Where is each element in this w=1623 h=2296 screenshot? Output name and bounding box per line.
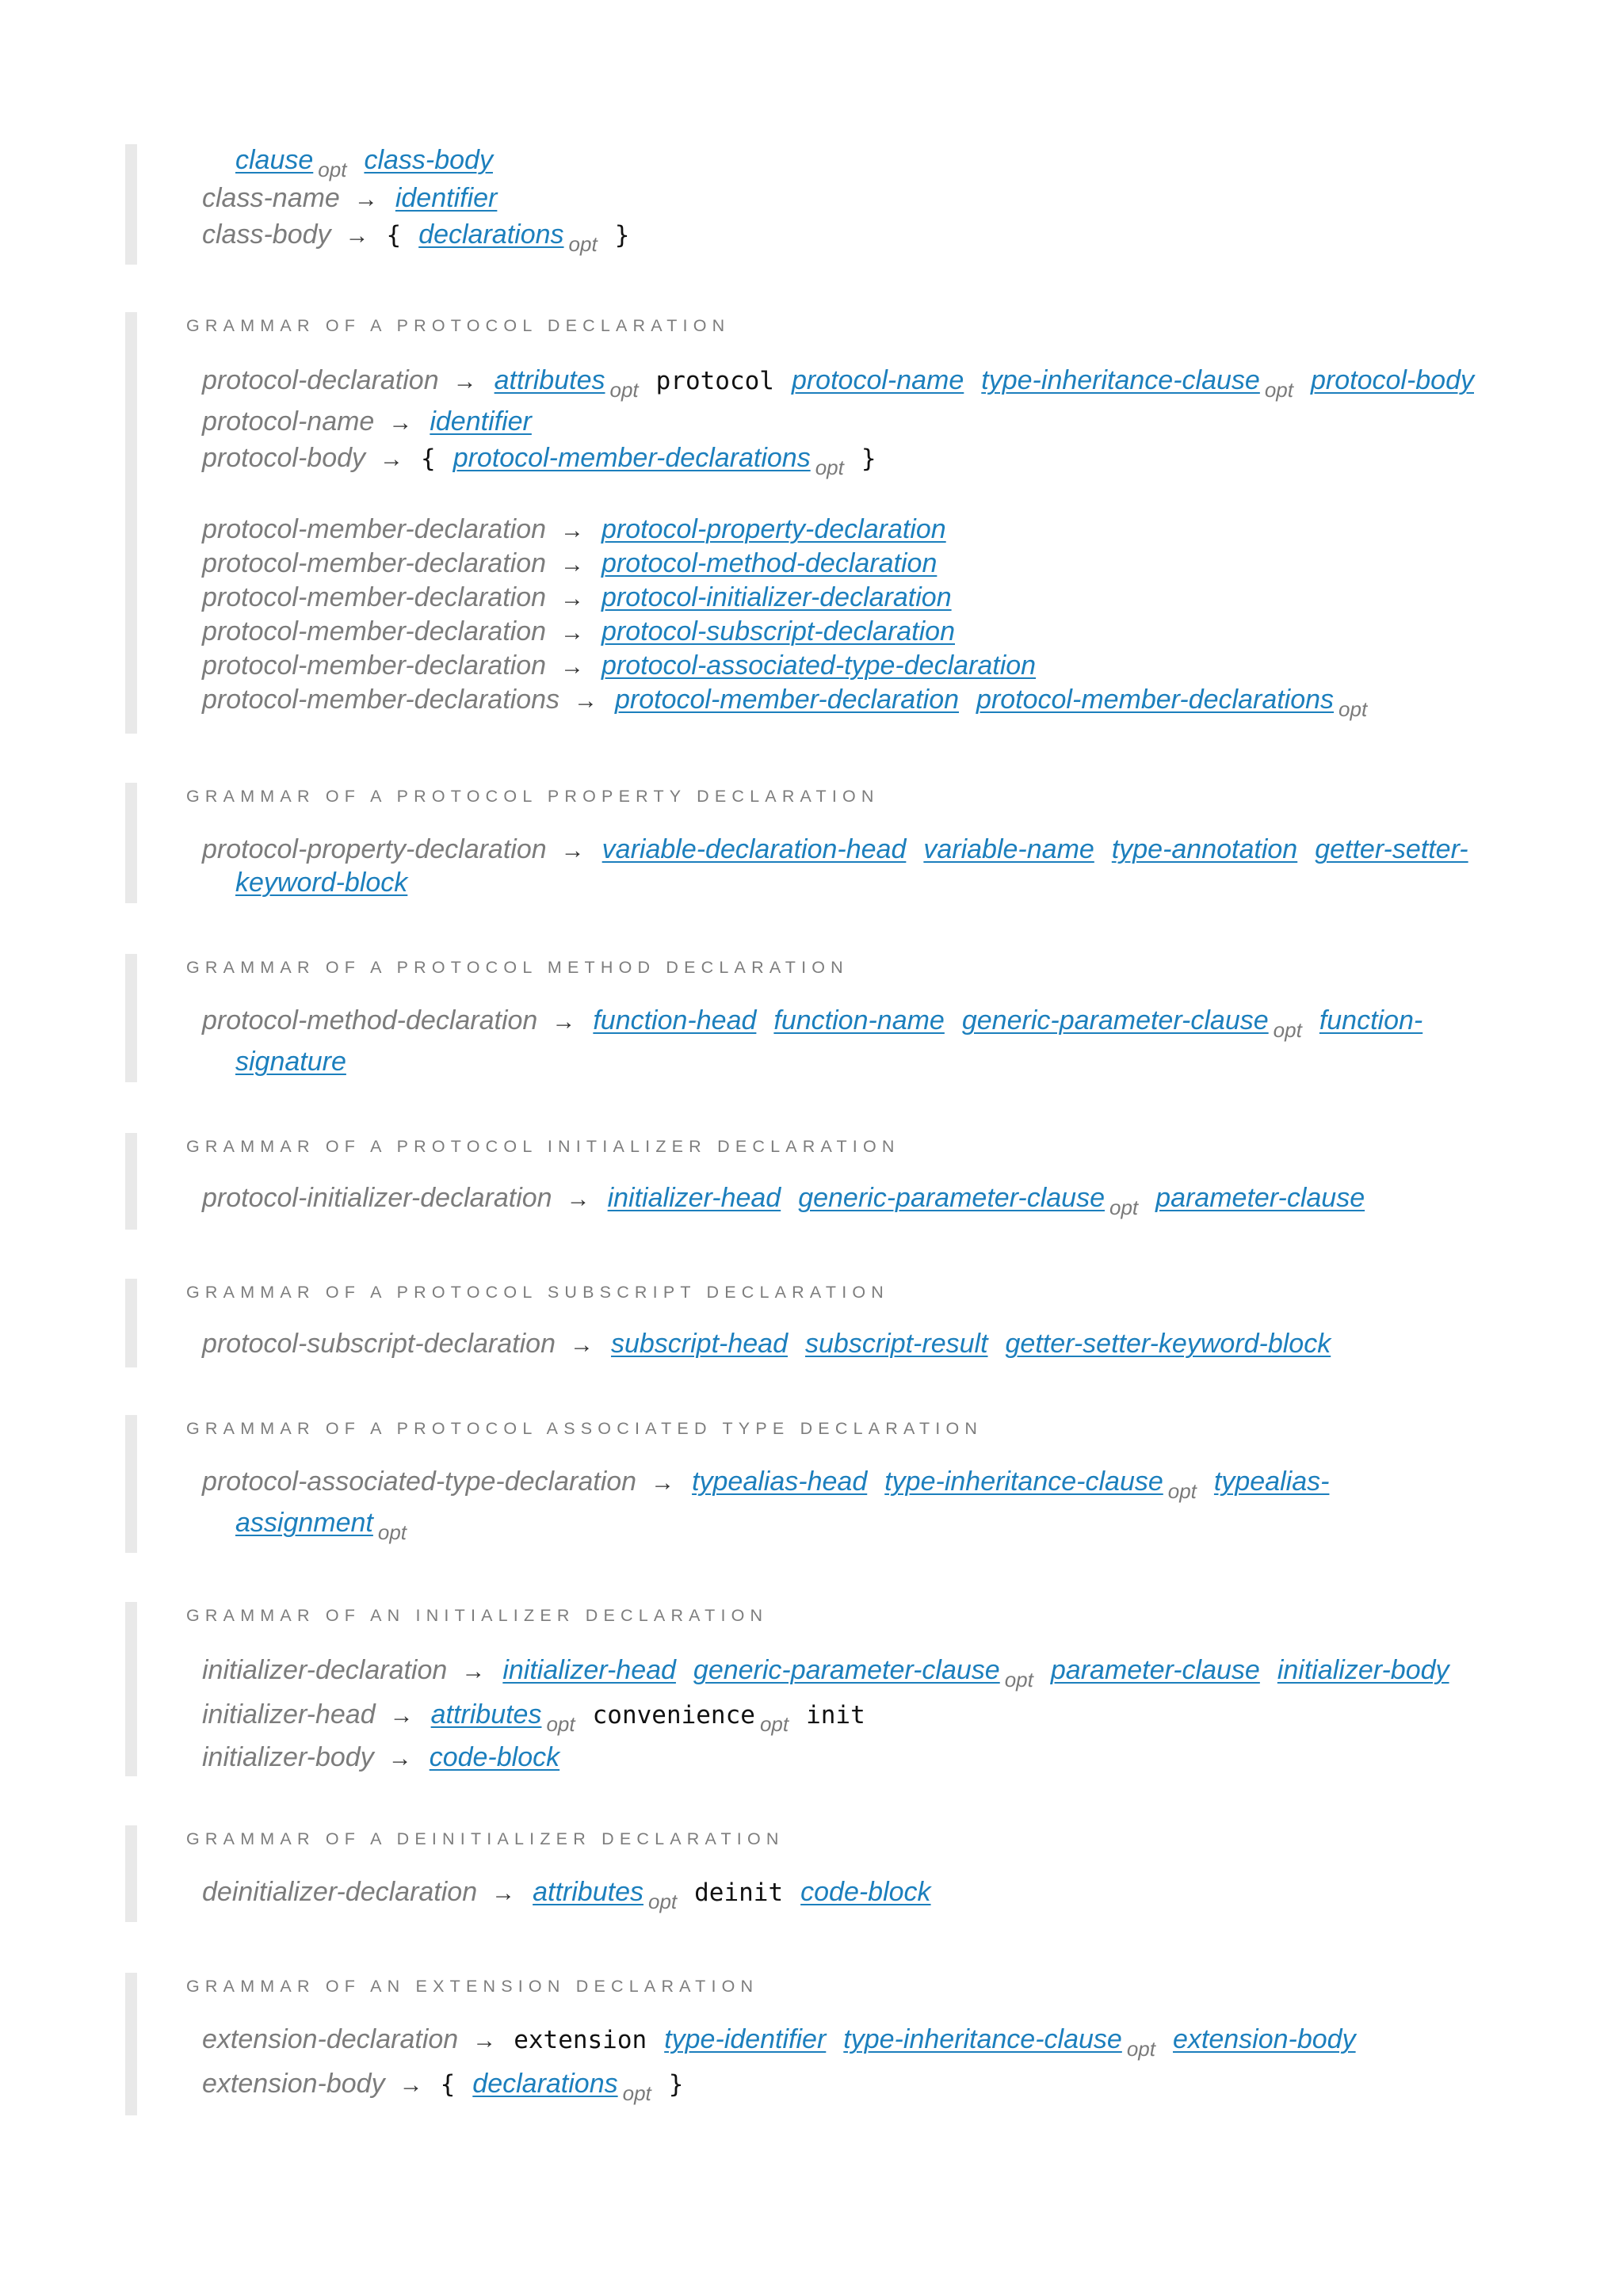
link-type-inheritance-clause[interactable]: type-inheritance-clause [884,1466,1163,1497]
rule-continuation [235,867,425,898]
optional-marker: opt [1167,1479,1197,1503]
link-protocol-body[interactable]: protocol-body [1310,365,1474,395]
protocol-member-rule [202,513,964,547]
optional-marker: opt [609,378,639,402]
arrow-icon: → [399,2072,423,2098]
protocol-subscript-grammar [125,1279,1611,1367]
optional-marker: opt [1126,2037,1155,2061]
rule-lhs: protocol-body [202,443,366,473]
section-title: GRAMMAR OF A PROTOCOL DECLARATION [186,316,731,335]
class-body-rule [202,219,647,256]
arrow-icon: → [453,368,477,395]
link-variable-declaration-head[interactable]: variable-declaration-head [601,834,907,864]
link-class-body[interactable]: class-body [364,145,493,175]
link-identifier[interactable]: identifier [430,406,532,437]
link-attributes[interactable]: attributes [430,1699,542,1730]
link-type-identifier[interactable]: type-identifier [664,2024,827,2054]
section-title: GRAMMAR OF A PROTOCOL METHOD DECLARATION [186,958,849,977]
rule-lhs: initializer-body [202,1742,374,1772]
link-clause[interactable]: clause [235,145,314,175]
arrow-icon: → [388,1745,412,1772]
rule-lhs: protocol-member-declaration [202,616,547,646]
keyword-protocol: protocol [655,367,774,395]
protocol-initializer-declaration-rule [202,1182,1382,1219]
link-protocol-member-declarations[interactable]: protocol-member-declarations [453,443,811,473]
right-brace: } [668,2070,684,2099]
initializer-head-rule [202,1699,883,1736]
link-function-head[interactable]: function-head [593,1005,757,1035]
link-function-name[interactable]: function-name [773,1005,945,1035]
link-code-block[interactable]: code-block [429,1742,560,1772]
arrow-icon: → [651,1470,675,1496]
left-brace: { [440,2070,456,2099]
section-title: GRAMMAR OF A PROTOCOL PROPERTY DECLARATION [186,787,880,806]
link-parameter-clause[interactable]: parameter-clause [1155,1183,1365,1213]
link-initializer-head[interactable]: initializer-head [607,1183,781,1213]
class-declaration-continuation [235,144,510,181]
optional-marker: opt [1273,1018,1302,1042]
rule-lhs: class-body [202,219,331,250]
link-initializer-body[interactable]: initializer-body [1277,1655,1449,1685]
left-brace: { [386,221,402,250]
link-typealias-head[interactable]: typealias-head [692,1466,868,1497]
link-attributes[interactable]: attributes [494,365,605,395]
protocol-declaration-rule [202,364,1491,402]
link-type-inheritance-clause[interactable]: type-inheritance-clause [843,2024,1122,2054]
rule-lhs: protocol-method-declaration [202,1005,538,1035]
extension-declaration-rule [202,2023,1373,2061]
protocol-method-declaration-rule [202,1005,1440,1042]
keyword-deinit: deinit [694,1878,784,1907]
section-title: GRAMMAR OF A PROTOCOL INITIALIZER DECLARATION [186,1137,900,1156]
optional-marker: opt [759,1712,789,1736]
optional-marker: opt [622,2081,651,2105]
link-protocol-initializer-declaration[interactable]: protocol-initializer-declaration [601,582,952,612]
rule-lhs: initializer-head [202,1699,376,1730]
rule-lhs: protocol-associated-type-declaration [202,1466,637,1497]
class-grammar-tail [125,144,1611,265]
arrow-icon: → [560,654,585,680]
arrow-icon: → [388,410,413,436]
section-title: GRAMMAR OF A DEINITIALIZER DECLARATION [186,1829,785,1848]
arrow-icon: → [569,1332,594,1358]
initializer-declaration-rule [202,1654,1467,1691]
link-typealias-assignment[interactable]: assignment [235,1508,373,1538]
arrow-icon: → [380,446,404,472]
optional-marker: opt [377,1520,407,1544]
protocol-subscript-declaration-rule [202,1328,1348,1361]
link-protocol-member-declarations[interactable]: protocol-member-declarations [976,685,1335,715]
link-protocol-property-declaration[interactable]: protocol-property-declaration [601,514,946,544]
rule-lhs: protocol-declaration [202,365,439,395]
protocol-associated-type-grammar [125,1415,1611,1553]
right-brace: } [861,444,876,473]
link-subscript-head[interactable]: subscript-head [610,1329,788,1359]
extension-body-rule [202,2068,701,2105]
protocol-associated-type-declaration-rule [202,1466,1346,1503]
arrow-icon: → [566,1186,590,1212]
protocol-body-rule [202,442,894,479]
link-function-signature[interactable]: function- [1319,1005,1423,1035]
protocol-property-grammar [125,783,1611,903]
keyword-init: init [806,1701,865,1730]
link-protocol-subscript-declaration[interactable]: protocol-subscript-declaration [601,616,955,646]
initializer-body-rule [202,1741,577,1775]
rule-lhs: protocol-initializer-declaration [202,1183,552,1213]
link-parameter-clause[interactable]: parameter-clause [1050,1655,1260,1685]
link-variable-name[interactable]: variable-name [923,834,1094,864]
arrow-icon: → [389,1703,414,1729]
link-protocol-member-declaration[interactable]: protocol-member-declaration [615,685,960,715]
rule-lhs: protocol-subscript-declaration [202,1329,556,1359]
protocol-method-grammar [125,954,1611,1082]
deinitializer-declaration-grammar [125,1825,1611,1922]
rule-lhs: deinitializer-declaration [202,1877,478,1907]
protocol-member-rule [202,650,1053,683]
class-name-rule [202,182,514,215]
rule-lhs: protocol-member-declarations [202,685,560,715]
link-getter-setter-keyword-block[interactable]: getter-setter-keyword-block [1005,1329,1331,1359]
link-generic-parameter-clause[interactable]: generic-parameter-clause [798,1183,1105,1213]
deinitializer-declaration-rule [202,1876,949,1913]
rule-lhs: protocol-member-declaration [202,582,547,612]
link-subscript-result[interactable]: subscript-result [805,1329,988,1359]
link-protocol-name[interactable]: protocol-name [791,365,964,395]
link-attributes[interactable]: attributes [533,1877,643,1907]
optional-marker: opt [568,232,598,256]
rule-lhs: protocol-name [202,406,375,437]
right-brace: } [614,221,630,250]
link-type-inheritance-clause[interactable]: type-inheritance-clause [981,365,1260,395]
rule-lhs: extension-declaration [202,2024,459,2054]
extension-declaration-grammar [125,1973,1611,2115]
optional-marker: opt [815,456,844,479]
protocol-member-rule [202,582,969,615]
rule-continuation [235,1046,364,1077]
link-identifier[interactable]: identifier [395,183,498,213]
link-declarations[interactable]: declarations [418,219,564,250]
link-function-signature[interactable]: signature [235,1047,346,1077]
optional-marker: opt [318,158,347,181]
arrow-icon: → [560,837,585,864]
section-title: GRAMMAR OF A PROTOCOL SUBSCRIPT DECLARATION [186,1283,890,1302]
initializer-declaration-grammar [125,1602,1611,1776]
arrow-icon: → [560,620,585,646]
rule-lhs: protocol-member-declaration [202,548,547,578]
arrow-icon: → [560,551,585,578]
protocol-name-rule [202,406,549,439]
protocol-member-rule [202,547,954,581]
arrow-icon: → [353,186,378,212]
rule-lhs: protocol-property-declaration [202,834,547,864]
link-initializer-head[interactable]: initializer-head [502,1655,676,1685]
protocol-member-declarations-rule [202,684,1384,721]
rule-lhs: class-name [202,183,340,213]
link-getter-setter-keyword-block[interactable]: getter-setter- [1315,834,1468,864]
arrow-icon: → [491,1880,516,1906]
protocol-declaration-grammar [125,312,1611,734]
arrow-icon: → [472,2027,497,2054]
optional-marker: opt [546,1712,575,1736]
optional-marker: opt [647,1890,678,1913]
arrow-icon: → [461,1658,486,1684]
link-declarations[interactable]: declarations [472,2069,618,2099]
rule-continuation [235,1507,424,1544]
rule-lhs: extension-body [202,2069,385,2099]
link-protocol-method-declaration[interactable]: protocol-method-declaration [601,548,938,578]
arrow-icon: → [574,688,598,714]
link-generic-parameter-clause[interactable]: generic-parameter-clause [961,1005,1269,1035]
link-typealias-assignment[interactable]: typealias- [1213,1466,1330,1497]
left-brace: { [421,444,436,473]
protocol-initializer-grammar [125,1133,1611,1230]
optional-marker: opt [1338,697,1368,721]
arrow-icon: → [345,223,369,249]
rule-lhs: protocol-member-declaration [202,650,547,681]
link-code-block[interactable]: code-block [800,1877,931,1907]
optional-marker: opt [1109,1196,1139,1219]
section-title: GRAMMAR OF AN INITIALIZER DECLARATION [186,1606,769,1625]
link-type-annotation[interactable]: type-annotation [1111,834,1298,864]
optional-marker: opt [1264,378,1293,402]
link-protocol-associated-type-declaration[interactable]: protocol-associated-type-declaration [601,650,1037,681]
protocol-property-declaration-rule [202,833,1486,867]
rule-lhs: protocol-member-declaration [202,514,547,544]
section-title: GRAMMAR OF A PROTOCOL ASSOCIATED TYPE DECLARATION [186,1419,983,1438]
link-getter-setter-keyword-block[interactable]: keyword-block [235,868,408,898]
link-generic-parameter-clause[interactable]: generic-parameter-clause [693,1655,1000,1685]
keyword-convenience: convenience [592,1701,755,1730]
arrow-icon: → [560,585,585,612]
link-extension-body[interactable]: extension-body [1172,2024,1356,2054]
arrow-icon: → [552,1009,576,1035]
optional-marker: opt [1004,1668,1033,1691]
section-title: GRAMMAR OF AN EXTENSION DECLARATION [186,1977,759,1996]
arrow-icon: → [560,517,585,543]
rule-lhs: initializer-declaration [202,1655,448,1685]
protocol-member-rule [202,616,972,649]
keyword-extension: extension [514,2026,647,2054]
